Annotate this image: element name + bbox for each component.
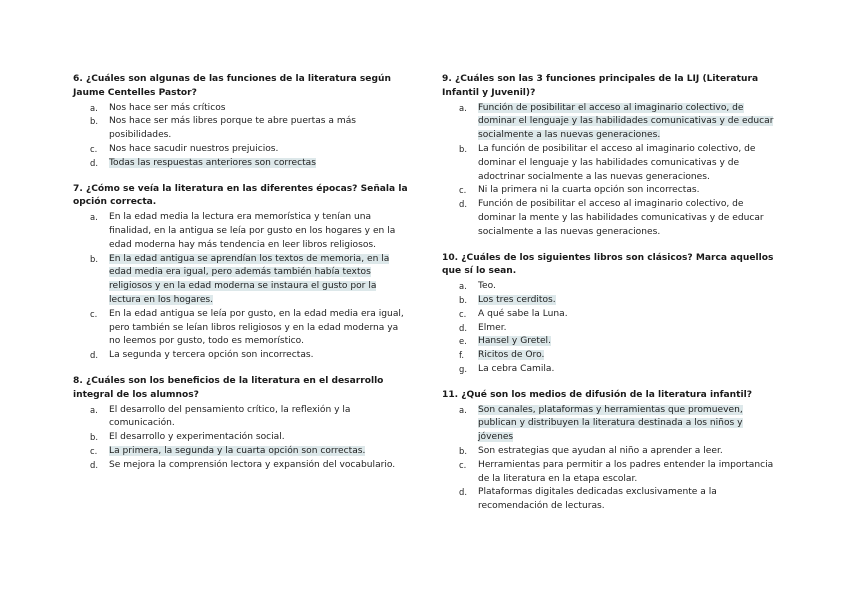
option-text: Función de posibilitar el acceso al imaginario colectivo, de dominar la mente y las habilidades comunicativas y de educar socialmente a las nuevas generaciones.	[478, 199, 764, 237]
option-text: Ni la primera ni la cuarta opción son incorrectas.	[478, 185, 700, 196]
question-title: 8. ¿Cuáles son los beneficios de la literatura en el desarrollo integral de los alumnos?	[73, 375, 384, 400]
answer-option	[442, 459, 778, 487]
answer-options	[73, 211, 409, 363]
answer-option	[442, 184, 778, 198]
answer-options	[442, 102, 778, 240]
question-title: 7. ¿Cómo se veía la literatura en las diferentes épocas? Señala la opción correcta.	[73, 183, 408, 208]
answer-option	[442, 349, 778, 363]
answer-option	[442, 294, 778, 308]
option-text: Nos hace ser más libres porque te abre puertas a más posibilidades.	[109, 116, 357, 141]
answer-option	[73, 349, 409, 363]
question-title: 11. ¿Qué son los medios de difusión de la literatura infantil?	[442, 389, 753, 400]
question-block	[442, 73, 778, 240]
option-letter: d.	[90, 350, 98, 361]
left-column	[73, 73, 409, 485]
option-letter: d.	[459, 487, 467, 498]
option-letter: a.	[90, 404, 98, 415]
answer-option	[442, 308, 778, 322]
option-text-highlighted: Función de posibilitar el acceso al imaginario colectivo, de dominar el lenguaje y las habilidades comunicativas y de educar socialmente a las nuevas generaciones.	[478, 102, 774, 141]
option-text-highlighted: Ricitos de Oro.	[478, 350, 545, 361]
answer-option	[442, 486, 778, 514]
option-letter: b.	[90, 432, 98, 443]
option-letter: e.	[459, 336, 467, 347]
answer-option	[442, 143, 778, 184]
option-letter: a.	[459, 281, 467, 292]
answer-options	[442, 280, 778, 377]
option-text: En la edad media la lectura era memorística y tenían una finalidad, en la antigua se leía por gusto en los hogares y en la edad moderna hay más tendencia en leer libros religiosos.	[109, 212, 396, 250]
option-letter: c.	[459, 308, 467, 319]
answer-option	[442, 445, 778, 459]
option-letter: c.	[90, 143, 98, 154]
option-text: El desarrollo y experimentación social.	[109, 432, 285, 443]
option-letter: a.	[90, 102, 98, 113]
answer-option	[73, 308, 409, 349]
answer-option	[442, 404, 778, 445]
option-letter: c.	[459, 185, 467, 196]
answer-option	[442, 102, 778, 143]
question-title: 6. ¿Cuáles son algunas de las funciones de la literatura según Jaume Centelles Pastor?	[73, 74, 391, 98]
option-letter: b.	[459, 445, 467, 456]
option-letter: a.	[459, 102, 467, 113]
option-text: El desarrollo del pensamiento crítico, la reflexión y la comunicación.	[109, 404, 351, 429]
answer-option	[442, 322, 778, 336]
option-letter: d.	[459, 322, 467, 333]
option-text-highlighted: Los tres cerditos.	[478, 294, 556, 305]
option-text: Nos hace ser más críticos	[109, 102, 226, 113]
option-letter: d.	[459, 199, 467, 210]
option-letter: a.	[90, 212, 98, 223]
option-text: Herramientas para permitir a los padres entender la importancia de la literatura en la etapa escolar.	[478, 459, 774, 484]
option-text: Son estrategias que ayudan al niño a aprender a leer.	[478, 445, 723, 456]
answer-option	[73, 253, 409, 308]
option-text: La función de posibilitar el acceso al imaginario colectivo, de dominar el lenguaje y las habilidades comunicativas y de adoctrinar socialmente a las nuevas generaciones.	[478, 143, 756, 182]
answer-option	[73, 211, 409, 252]
option-text-highlighted: En la edad antigua se aprendían los textos de memoria, en la edad media era igual, pero además también había textos religiosos y en la edad moderna se instaura el gusto por la lectura en los hogares.	[109, 253, 390, 305]
option-letter: d.	[90, 157, 98, 168]
option-text: Nos hace sacudir nuestros prejuicios.	[109, 143, 279, 154]
option-text: La segunda y tercera opción son incorrectas.	[109, 350, 314, 361]
answer-options	[442, 404, 778, 514]
option-letter: d.	[90, 459, 98, 470]
answer-options	[73, 404, 409, 473]
option-letter: b.	[90, 253, 98, 264]
option-letter: g.	[459, 363, 467, 374]
answer-option	[73, 431, 409, 445]
option-letter: f.	[459, 350, 465, 361]
question-block	[73, 375, 409, 473]
question-block	[442, 389, 778, 514]
answer-option	[73, 459, 409, 473]
question-title: 10. ¿Cuáles de los siguientes libros son clásicos? Marca aquellos que sí lo sean.	[442, 252, 774, 277]
answer-option	[442, 363, 778, 377]
option-text: Se mejora la comprensión lectora y expansión del vocabulario.	[109, 459, 396, 470]
option-text: Elmer.	[478, 322, 507, 333]
option-text: La cebra Camila.	[478, 363, 555, 374]
option-text: Teo.	[478, 281, 496, 292]
right-column	[442, 73, 778, 526]
answer-option	[442, 335, 778, 349]
answer-option	[73, 115, 409, 143]
option-text-highlighted: Son canales, plataformas y herramientas que promueven, publican y distribuyen la literatura destinada a los niños y jóvenes	[478, 404, 743, 443]
answer-option	[73, 404, 409, 432]
answer-option	[442, 198, 778, 239]
answer-option	[73, 102, 409, 116]
answer-option	[73, 143, 409, 157]
option-letter: c.	[90, 445, 98, 456]
option-letter: c.	[459, 459, 467, 470]
option-letter: b.	[459, 294, 467, 305]
answer-options	[73, 102, 409, 171]
option-letter: c.	[90, 308, 98, 319]
option-text: Plataformas digitales dedicadas exclusivamente a la recomendación de lecturas.	[478, 487, 717, 512]
question-block	[442, 252, 778, 377]
answer-option	[442, 280, 778, 294]
question-block	[73, 183, 409, 363]
option-text: A qué sabe la Luna.	[478, 308, 568, 319]
question-title: 9. ¿Cuáles son las 3 funciones principales de la LIJ (Literatura Infantil y Juvenil)?	[442, 74, 759, 98]
option-letter: b.	[459, 143, 467, 154]
option-text-highlighted: Hansel y Gretel.	[478, 336, 551, 347]
option-letter: b.	[90, 116, 98, 127]
option-text-highlighted: La primera, la segunda y la cuarta opción son correctas.	[109, 445, 366, 456]
answer-option	[73, 157, 409, 171]
answer-option	[73, 445, 409, 459]
option-text-highlighted: Todas las respuestas anteriores son correctas	[109, 157, 316, 168]
question-block	[73, 73, 409, 171]
option-text: En la edad antigua se leía por gusto, en la edad media era igual, pero también se leían libros religiosos y en la edad moderna ya no leemos por gusto, todo es memorístico.	[109, 308, 404, 347]
option-letter: a.	[459, 404, 467, 415]
